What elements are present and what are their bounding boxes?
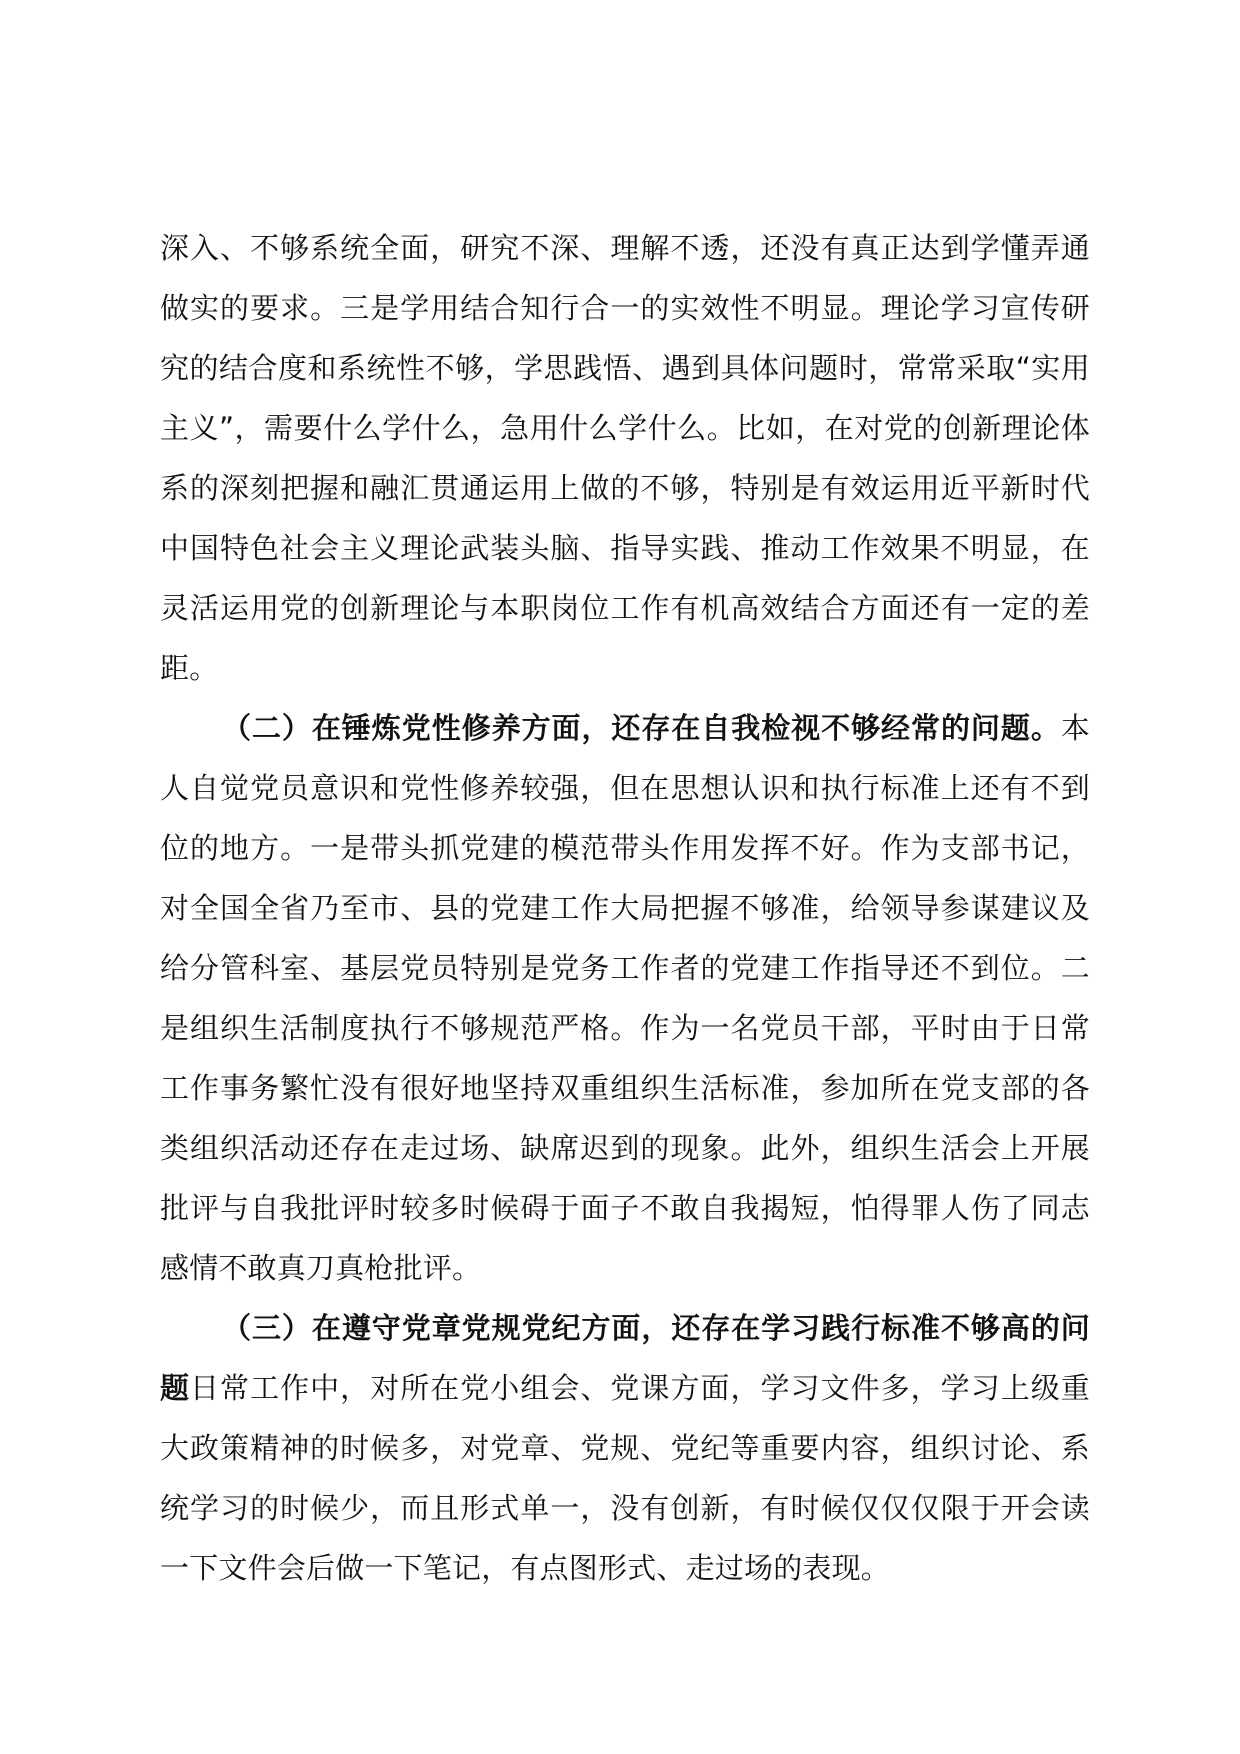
section-heading: （二）在锤炼党性修养方面，还存在自我检视不够经常的问题。 [222,711,1061,745]
paragraph-text: 本人自觉党员意识和党性修养较强，但在思想认识和执行标准上还有不到位的地方。一是带头抓党建的模范带头作用发挥不好。作为支部书记，对全国全省乃至市、县的党建工作大局把握不够准，给领导参谋建议及给分管科室、基层党员特别是党务工作者的党建工作指导还不到位。二是组织生活制度执行不够规范严格。作为一名党员干部，平时由于日常工作事务繁忙没有很好地坚持双重组织生活标准，参加所在党支部的各类组织活动还存在走过场、缺席迟到的现象。此外，组织生活会上开展批评与自我批评时较多时候碍于面子不敢自我揭短，怕得罪人伤了同志感情不敢真刀真枪批评。 [160,711,1090,1285]
document-page [160,218,1090,1598]
paragraph-section-2 [160,698,1090,1298]
section-heading: （三）在遵守党章党规党纪方面，还存在学习践行标准不够高的问题 [160,1311,1090,1405]
paragraph-continuation [160,218,1090,698]
paragraph-text: 深入、不够系统全面，研究不深、理解不透，还没有真正达到学懂弄通做实的要求。三是学用结合知行合一的实效性不明显。理论学习宣传研究的结合度和系统性不够，学思践悟、遇到具体问题时，常常采取“实用主义”，需要什么学什么，急用什么学什么。比如，在对党的创新理论体系的深刻把握和融汇贯通运用上做的不够，特别是有效运用近平新时代中国特色社会主义理论武装头脑、指导实践、推动工作效果不明显，在灵活运用党的创新理论与本职岗位工作有机高效结合方面还有一定的差距。 [160,231,1090,685]
paragraph-text: 日常工作中，对所在党小组会、党课方面，学习文件多，学习上级重大政策精神的时候多，对党章、党规、党纪等重要内容，组织讨论、系统学习的时候少，而且形式单一，没有创新，有时候仅仅仅限于开会读一下文件会后做一下笔记，有点图形式、走过场的表现。 [160,1371,1090,1585]
paragraph-section-3 [160,1298,1090,1598]
